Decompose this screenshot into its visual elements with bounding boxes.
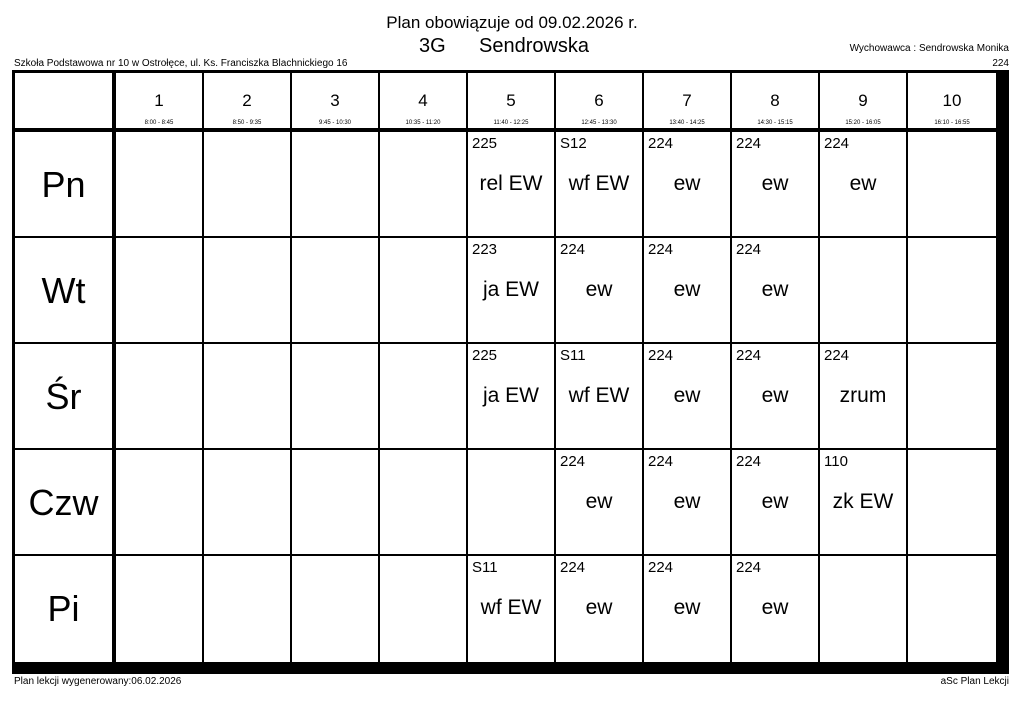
- lesson-subject: zk EW: [832, 490, 894, 513]
- empty-cell: [820, 238, 908, 344]
- period-number: 7: [682, 91, 692, 110]
- lesson-subject: ew: [673, 278, 701, 301]
- period-header: [556, 73, 644, 132]
- lesson-subject: ew: [761, 384, 789, 407]
- period-time: 16:10 - 16:55: [934, 120, 970, 126]
- lesson-room: S11: [472, 559, 498, 576]
- period-time: 8:50 - 9:35: [232, 120, 262, 126]
- period-time: 12:45 - 13:30: [581, 120, 617, 126]
- empty-cell: [204, 238, 292, 344]
- lesson-cell: [644, 344, 732, 450]
- empty-cell: [204, 344, 292, 450]
- day-label: Pi: [47, 588, 80, 629]
- period-header: [204, 73, 292, 132]
- lesson-cell: [556, 132, 644, 238]
- lesson-subject: ew: [761, 596, 789, 619]
- lesson-subject: ew: [585, 596, 613, 619]
- lesson-room: 224: [648, 559, 674, 576]
- lesson-cell: [468, 344, 556, 450]
- lesson-room: 224: [560, 453, 586, 470]
- day-header: [15, 238, 116, 344]
- timetable-grid: [12, 70, 1009, 674]
- empty-cell: [908, 556, 996, 662]
- lesson-room: 224: [736, 241, 762, 258]
- empty-cell: [116, 344, 204, 450]
- software-name: aSc Plan Lekcji: [940, 676, 1009, 687]
- lesson-cell: [556, 238, 644, 344]
- period-time: 14:30 - 15:15: [757, 120, 793, 126]
- lesson-room: S11: [560, 347, 586, 364]
- plan-title: Plan obowiązuje od 09.02.2026 r.: [386, 13, 638, 32]
- lesson-cell: [820, 132, 908, 238]
- lesson-cell: [644, 556, 732, 662]
- lesson-room: 224: [824, 135, 850, 152]
- period-header: [820, 73, 908, 132]
- lesson-subject: wf EW: [568, 384, 630, 407]
- day-label: Pn: [41, 164, 86, 205]
- empty-cell: [908, 450, 996, 556]
- lesson-subject: ew: [761, 172, 789, 195]
- lesson-subject: ew: [585, 278, 613, 301]
- period-header: [116, 73, 204, 132]
- homeroom-teacher: Wychowawca : Sendrowska Monika: [849, 43, 1009, 54]
- empty-cell: [116, 450, 204, 556]
- lesson-cell: [732, 132, 820, 238]
- class-code: 3G: [419, 35, 446, 57]
- period-number: 10: [942, 91, 962, 110]
- lesson-cell: [468, 238, 556, 344]
- lesson-subject: ew: [761, 490, 789, 513]
- lesson-room: 224: [648, 453, 674, 470]
- empty-cell: [116, 238, 204, 344]
- lesson-room: 225: [472, 135, 498, 152]
- period-number: 8: [770, 91, 780, 110]
- lesson-room: 223: [472, 241, 498, 258]
- lesson-subject: ew: [673, 490, 701, 513]
- day-header: [15, 556, 116, 662]
- lesson-subject: ew: [585, 490, 613, 513]
- period-number: 6: [594, 91, 604, 110]
- lesson-subject: wf EW: [480, 596, 542, 619]
- lesson-cell: [556, 450, 644, 556]
- day-header: [15, 344, 116, 450]
- empty-cell: [468, 450, 556, 556]
- generated-date: Plan lekcji wygenerowany:06.02.2026: [14, 676, 182, 687]
- lesson-room: 224: [560, 559, 586, 576]
- period-header: [908, 73, 996, 132]
- lesson-cell: [820, 450, 908, 556]
- lesson-subject: ew: [673, 596, 701, 619]
- lesson-room: 224: [648, 347, 674, 364]
- lesson-room: 225: [472, 347, 498, 364]
- empty-cell: [292, 344, 380, 450]
- empty-cell: [908, 132, 996, 238]
- lesson-subject: wf EW: [568, 172, 630, 195]
- lesson-subject: ew: [849, 172, 877, 195]
- day-label: Wt: [41, 270, 86, 311]
- lesson-cell: [556, 344, 644, 450]
- period-time: 15:20 - 16:05: [845, 120, 881, 126]
- period-number: 2: [242, 91, 252, 110]
- lesson-cell: [644, 132, 732, 238]
- day-label: Czw: [28, 482, 99, 523]
- period-number: 1: [154, 91, 164, 110]
- period-header: [292, 73, 380, 132]
- lesson-cell: [820, 344, 908, 450]
- period-time: 8:00 - 8:45: [144, 120, 174, 126]
- empty-cell: [116, 556, 204, 662]
- lesson-cell: [556, 556, 644, 662]
- period-header: [468, 73, 556, 132]
- lesson-room: 224: [736, 453, 762, 470]
- lesson-cell: [732, 238, 820, 344]
- corner-cell: [15, 73, 116, 132]
- empty-cell: [380, 344, 468, 450]
- day-header: [15, 132, 116, 238]
- period-number: 3: [330, 91, 340, 110]
- homeroom-room: 224: [992, 58, 1009, 69]
- class-name: Sendrowska: [479, 35, 590, 57]
- lesson-room: 110: [824, 453, 848, 470]
- empty-cell: [292, 556, 380, 662]
- lesson-subject: ew: [761, 278, 789, 301]
- empty-cell: [820, 556, 908, 662]
- empty-cell: [204, 450, 292, 556]
- empty-cell: [292, 132, 380, 238]
- lesson-cell: [732, 556, 820, 662]
- period-time: 9:45 - 10:30: [318, 120, 352, 126]
- period-time: 10:35 - 11:20: [405, 120, 441, 126]
- school-name: Szkoła Podstawowa nr 10 w Ostrołęce, ul. Ks. Franciszka Blachnickiego 16: [14, 58, 348, 69]
- lesson-subject: ja EW: [482, 278, 539, 301]
- empty-cell: [204, 556, 292, 662]
- lesson-cell: [732, 344, 820, 450]
- period-number: 5: [506, 91, 516, 110]
- lesson-subject: ew: [673, 384, 701, 407]
- lesson-room: S12: [560, 135, 587, 152]
- lesson-cell: [468, 556, 556, 662]
- period-time: 11:40 - 12:25: [493, 120, 529, 126]
- lesson-subject: ja EW: [482, 384, 539, 407]
- empty-cell: [292, 450, 380, 556]
- lesson-subject: ew: [673, 172, 701, 195]
- period-time: 13:40 - 14:25: [669, 120, 705, 126]
- lesson-room: 224: [736, 135, 762, 152]
- empty-cell: [380, 450, 468, 556]
- period-number: 9: [858, 91, 868, 110]
- lesson-room: 224: [824, 347, 850, 364]
- empty-cell: [116, 132, 204, 238]
- empty-cell: [292, 238, 380, 344]
- empty-cell: [380, 238, 468, 344]
- empty-cell: [380, 556, 468, 662]
- lesson-cell: [644, 238, 732, 344]
- empty-cell: [908, 344, 996, 450]
- lesson-cell: [732, 450, 820, 556]
- lesson-subject: zrum: [839, 384, 887, 407]
- day-label: Śr: [45, 376, 82, 417]
- period-header: [732, 73, 820, 132]
- lesson-subject: rel EW: [479, 172, 543, 195]
- lesson-room: 224: [736, 559, 762, 576]
- lesson-room: 224: [736, 347, 762, 364]
- period-header: [380, 73, 468, 132]
- day-header: [15, 450, 116, 556]
- empty-cell: [380, 132, 468, 238]
- lesson-room: 224: [648, 241, 674, 258]
- lesson-cell: [644, 450, 732, 556]
- lesson-room: 224: [560, 241, 586, 258]
- lesson-room: 224: [648, 135, 674, 152]
- lesson-cell: [468, 132, 556, 238]
- empty-cell: [204, 132, 292, 238]
- empty-cell: [908, 238, 996, 344]
- period-number: 4: [418, 91, 428, 110]
- period-header: [644, 73, 732, 132]
